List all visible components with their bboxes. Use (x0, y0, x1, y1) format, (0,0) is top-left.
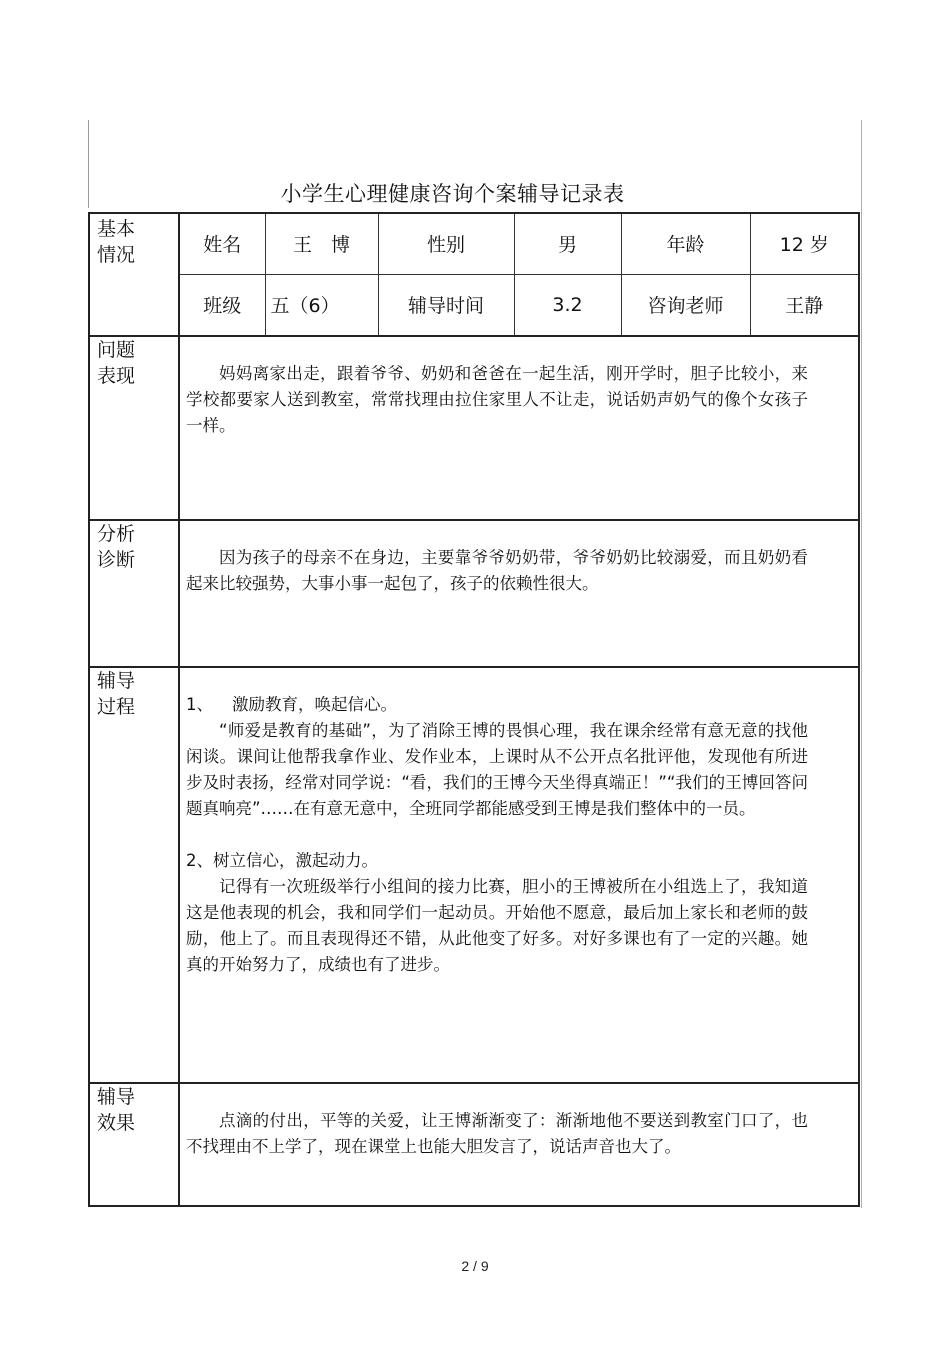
page-number: 2 / 9 (461, 1258, 489, 1274)
process-label-bottom: 过程 (97, 696, 136, 718)
coaching-time-value: 3.2 (514, 274, 621, 336)
coaching-time-label: 辅导时间 (378, 274, 514, 336)
gender-label: 性别 (378, 213, 514, 274)
process-item1-number: 1、 (186, 695, 213, 714)
basic-info-label (89, 213, 179, 336)
basic-info-label-top: 基本 (97, 218, 136, 240)
process-row (89, 667, 859, 1083)
diagnosis-label-bottom: 诊断 (97, 549, 136, 571)
process-item1-title: 激励教育，唤起信心。 (232, 695, 397, 714)
process-label-top: 辅导 (97, 670, 136, 692)
name-label: 姓名 (179, 213, 265, 274)
basic-info-row-1 (89, 213, 859, 274)
page-frame-right-line (861, 120, 862, 1208)
problem-content (179, 336, 859, 520)
diagnosis-content (179, 520, 859, 667)
effect-text: 点滴的付出，平等的关爱，让王博渐渐变了：渐渐地他不要送到教室门口了，也不找理由不上学了，现在课堂上也能大胆发言了，说话声音也大了。 (186, 1111, 808, 1156)
diagnosis-row (89, 520, 859, 667)
document-title: 小学生心理健康咨询个案辅导记录表 (280, 182, 625, 206)
diagnosis-label (89, 520, 179, 667)
problem-row (89, 336, 859, 520)
counselor-label: 咨询老师 (621, 274, 750, 336)
problem-label-bottom: 表现 (97, 365, 136, 387)
effect-row (89, 1083, 859, 1206)
class-label: 班级 (179, 274, 265, 336)
process-item2-text: 记得有一次班级举行小组间的接力比赛，胆小的王博被所在小组选上了，我知道这是他表现的机会，我和同学们一起动员。开始他不愿意，最后加上家长和老师的鼓励，他上了。而且表现得还不错，从此他变了好多。对好多课也有了一定的兴趣。她真的开始努力了，成绩也有了进步。 (186, 877, 808, 974)
process-item1-text: “师爱是教育的基础”，为了消除王博的畏惧心理，我在课余经常有意无意的找他闲谈。课间让他帮我拿作业、发作业本，上课时从不公开点名批评他，发现他有所进步及时表扬，经常对同学说：“看，我们的王博今天坐得真端正！”“我们的王博回答问题真响亮”……在有意无意中，全班同学都能感受到王博是我们整体中的一员。 (186, 721, 808, 818)
diagnosis-label-top: 分析 (97, 523, 136, 545)
effect-content (179, 1083, 859, 1206)
problem-text: 妈妈离家出走，跟着爷爷、奶奶和爸爸在一起生活，刚开学时，胆子比较小，来学校都要家人送到教室，常常找理由拉住家里人不让走，说话奶声奶气的像个女孩子一样。 (186, 364, 808, 435)
basic-info-label-bottom: 情况 (97, 244, 136, 266)
problem-label (89, 336, 179, 520)
name-value: 王 博 (265, 213, 378, 274)
effect-label-top: 辅导 (97, 1086, 136, 1108)
diagnosis-text: 因为孩子的母亲不在身边，主要靠爷爷奶奶带，爷爷奶奶比较溺爱，而且奶奶看起来比较强势，大事小事一起包了，孩子的依赖性很大。 (186, 548, 808, 593)
counselor-value: 王静 (750, 274, 859, 336)
effect-label-bottom: 效果 (97, 1112, 136, 1134)
process-item1-heading (186, 692, 808, 718)
problem-label-top: 问题 (97, 339, 136, 361)
record-table (88, 212, 860, 1207)
process-content (179, 667, 859, 1083)
age-value: 12 岁 (750, 213, 859, 274)
process-item2-heading: 2、树立信心，激起动力。 (186, 851, 378, 870)
process-label (89, 667, 179, 1083)
basic-info-row-2 (89, 274, 859, 336)
effect-label (89, 1083, 179, 1206)
age-label: 年龄 (621, 213, 750, 274)
gender-value: 男 (514, 213, 621, 274)
class-value: 五（6） (265, 274, 378, 336)
